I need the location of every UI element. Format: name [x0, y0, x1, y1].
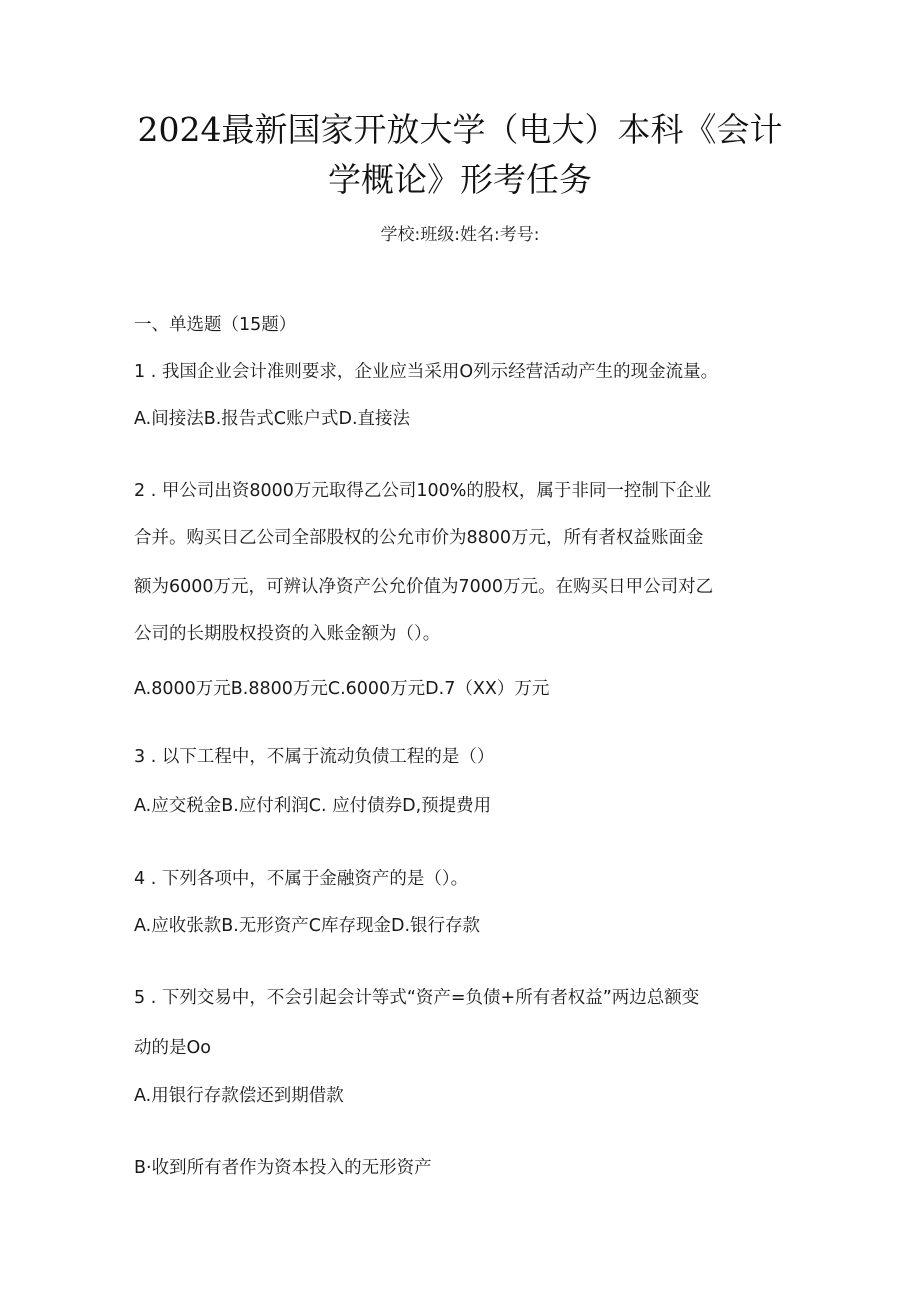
document-title-line-2: 学概论》形考任务 — [328, 160, 592, 199]
question-2-options: A.8000万元B.8800万元C.6000万元D.7（XX）万元 — [134, 679, 550, 699]
question-2-stem-line-3: 额为6000万元，可辨认净资产公允价值为7000万元。在购买日甲公司对乙 — [134, 577, 714, 597]
question-2-stem-line-4: 公司的长期股权投资的入账金额为（）。 — [134, 624, 441, 644]
question-2-stem-line-1: 2 . 甲公司出资8000万元取得乙公司100%的股权，属于非同一控制下企业 — [134, 481, 712, 501]
question-3-options: A.应交税金B.应付利润C. 应付债券D,预提费用 — [134, 796, 492, 816]
question-5-stem-line-1: 5 . 下列交易中，不会引起会计等式“资产=负债+所有者权益”两边总额变 — [134, 988, 700, 1008]
document-title-line-1: 2024最新国家开放大学（电大）本科《会计 — [137, 110, 783, 149]
question-2-stem-line-2: 合并。购买日乙公司全部股权的公允市价为8800万元，所有者权益账面金 — [134, 528, 704, 548]
question-1-options: A.间接法B.报告式C账户式D.直接法 — [134, 409, 411, 429]
section-heading: 一、单选题（15题） — [134, 315, 297, 335]
question-5-option-b: B·收到所有者作为资本投入的无形资产 — [134, 1158, 432, 1178]
question-4-stem: 4 . 下列各项中，不属于金融资产的是（）。 — [134, 869, 469, 889]
question-4-options: A.应收张款B.无形资产C库存现金D.银行存款 — [134, 916, 481, 936]
question-5-option-a: A.用银行存款偿还到期借款 — [134, 1086, 344, 1106]
question-5-stem-line-2: 动的是Oo — [134, 1038, 211, 1058]
question-1-stem: 1 . 我国企业会计准则要求，企业应当采用O列示经营活动产生的现金流量。 — [134, 362, 719, 382]
question-3-stem: 3 . 以下工程中，不属于流动负债工程的是（） — [134, 747, 495, 767]
student-info-line: 学校:班级:姓名:考号: — [380, 225, 540, 245]
